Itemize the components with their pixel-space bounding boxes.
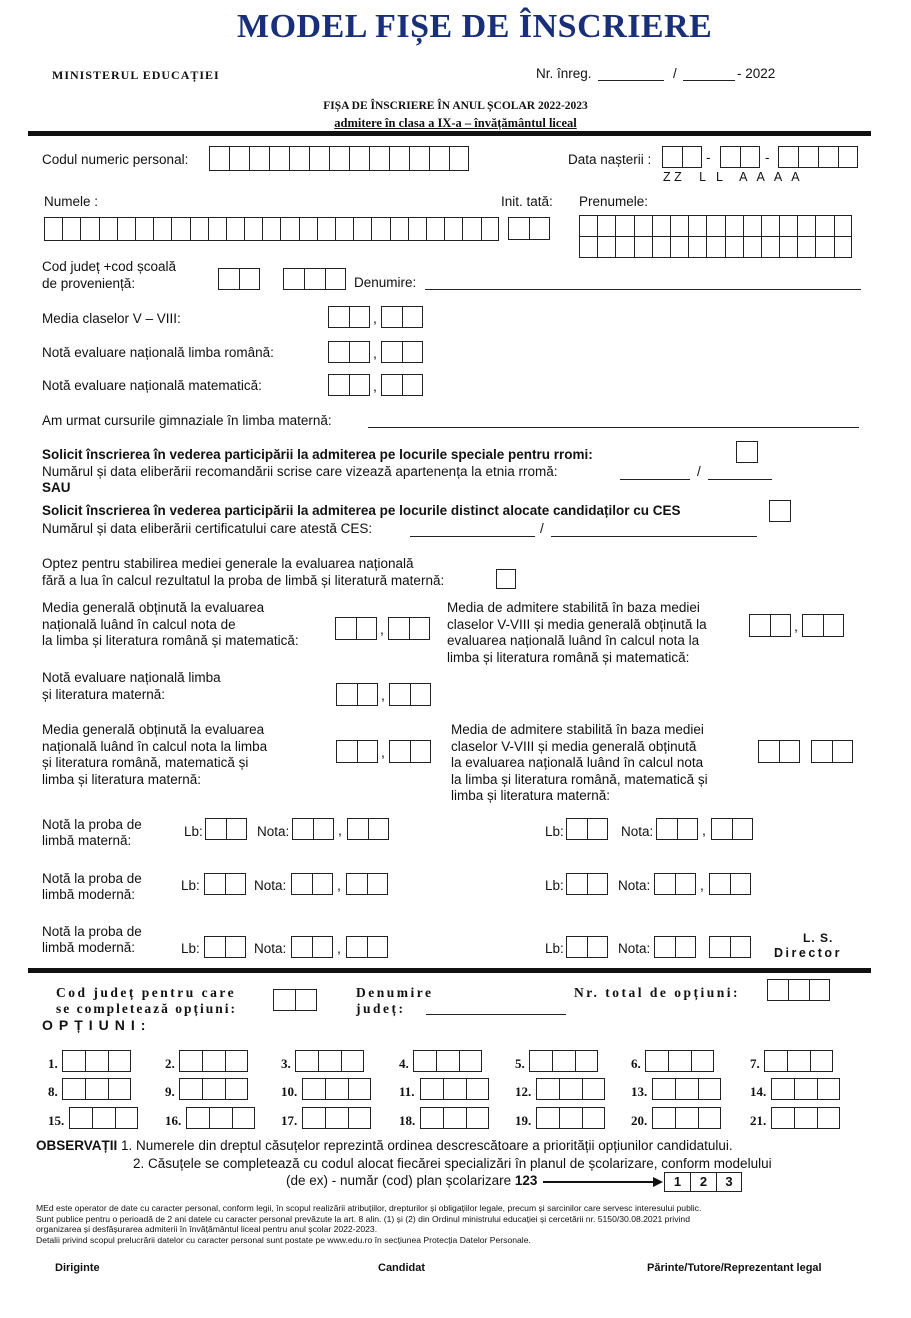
option-code-boxes[interactable]	[420, 1078, 489, 1100]
proba-moderna-a-1-dec[interactable]	[346, 873, 388, 895]
comma: ,	[380, 621, 384, 637]
rromi-recommendation-label: Numărul și data eliberării recomandării scrise care vizează apartenența la etnia rromă:	[42, 464, 558, 479]
option-code-boxes[interactable]	[645, 1050, 714, 1072]
nota-mate-dec[interactable]	[381, 374, 423, 396]
proba-moderna-a-line-2: limbă modernă:	[42, 887, 136, 902]
option-number: 9.	[165, 1084, 175, 1099]
example-boxes	[664, 1172, 742, 1192]
optez-label-2: fără a lua în calcul rezultatul la proba de limbă și literatură maternă:	[42, 573, 445, 588]
optiuni-heading: OPȚIUNI:	[42, 1017, 152, 1033]
ma-materna-line-4: la limba și literatura română, matematică și	[451, 771, 708, 787]
mg-romana-dec[interactable]	[388, 617, 430, 640]
option-number: 1.	[48, 1056, 58, 1071]
county-code-boxes[interactable]	[218, 268, 260, 290]
name-boxes[interactable]	[44, 217, 499, 241]
option-number: 7.	[750, 1056, 760, 1071]
proba-moderna-a-1-int[interactable]	[291, 873, 333, 895]
ces-number-field[interactable]	[410, 536, 535, 537]
option-number: 14.	[750, 1084, 767, 1099]
nota-materna-line-1: Notă evaluare națională limba	[42, 670, 221, 685]
limba-materna-field[interactable]	[368, 427, 859, 428]
nota-romana-dec[interactable]	[381, 341, 423, 363]
mg-romana-line-3: la limba și literatura română și matematică:	[42, 633, 299, 648]
init-tata-label: Init. tată:	[501, 194, 553, 209]
sau-label: SAU	[42, 480, 71, 495]
nota-materna-line-2: și literatura maternă:	[42, 686, 166, 702]
nota-materna-label	[42, 670, 221, 703]
option-code-boxes[interactable]	[771, 1078, 840, 1100]
rromi-number-field[interactable]	[620, 479, 690, 480]
media-v-viii-label: Media claselor V – VIII:	[42, 311, 181, 326]
option-code-boxes[interactable]	[536, 1078, 605, 1100]
example-digit: 2	[690, 1172, 716, 1192]
ls-label: L. S.	[803, 931, 834, 945]
option-code-boxes[interactable]	[652, 1107, 721, 1129]
ma-romana-label	[447, 600, 707, 666]
ma-materna-dec[interactable]	[811, 740, 853, 763]
observatii-1: 1. Numerele din dreptul căsuțelor reprezintă ordinea descrescătoare a priorității opțiunilor candidatului.	[121, 1138, 733, 1153]
proba-moderna-b-1-int[interactable]	[291, 936, 333, 958]
ma-materna-int[interactable]	[758, 740, 800, 763]
lb-label: Lb:	[181, 941, 200, 956]
mg-romana-line-1: Media generală obținută la evaluarea	[42, 600, 265, 615]
option-number: 12.	[515, 1084, 532, 1099]
birth-year-boxes[interactable]	[778, 146, 858, 168]
option-code-boxes[interactable]	[179, 1050, 248, 1072]
ces-certificate-label: Numărul și data eliberării certificatului care atestă CES:	[42, 521, 373, 536]
cnp-boxes[interactable]	[209, 146, 469, 171]
proba-moderna-b-line-2: limbă modernă:	[42, 940, 136, 955]
option-code-boxes[interactable]	[536, 1107, 605, 1129]
school-name-label: Denumire:	[354, 275, 417, 290]
mg-materna-line-4: limba și literatura maternă:	[42, 771, 202, 787]
option-code-boxes[interactable]	[179, 1078, 248, 1100]
comma: ,	[338, 822, 342, 838]
option-number: 15.	[48, 1113, 65, 1128]
rromi-checkbox[interactable]	[736, 441, 758, 463]
denumire-judet-label-2: județ:	[356, 1001, 406, 1016]
ma-materna-label	[451, 722, 708, 805]
option-code-boxes[interactable]	[771, 1107, 840, 1129]
mg-materna-dec[interactable]	[389, 740, 431, 763]
option-number: 20.	[631, 1113, 648, 1128]
cod-judet-label-2: se completează opțiuni:	[56, 1001, 237, 1016]
ministry-label: MINISTERUL EDUCAȚIEI	[52, 68, 220, 82]
prenume-label: Prenumele:	[579, 194, 649, 209]
ma-romana-line-2: claselor V-VIII și media generală obținută la	[447, 616, 707, 632]
option-code-boxes[interactable]	[652, 1078, 721, 1100]
gdpr-line-4: Detalii privind scopul prelucrării datelor cu caracter personal sunt postate pe www.edu.ro în secțiunea Protecția Datelor Personale.	[36, 1234, 531, 1245]
proba-moderna-b-line-1: Notă la proba de	[42, 924, 142, 939]
nota-romana-int[interactable]	[328, 341, 370, 363]
proba-materna-label	[42, 817, 142, 849]
lb-label: Lb:	[181, 878, 200, 893]
ces-slash: /	[540, 521, 544, 536]
proba-materna-line-1: Notă la proba de	[42, 817, 142, 832]
date-inreg-field[interactable]	[683, 80, 735, 81]
proba-moderna-a-line-1: Notă la proba de	[42, 871, 142, 886]
lb-label: Lb:	[545, 824, 564, 839]
ces-request: Solicit înscrierea în vederea participării la admiterea pe locurile distinct alocate candidaților cu CES	[42, 503, 681, 518]
gdpr-line-2: Sunt publice pentru o perioadă de 2 ani datele cu caracter personal prevăzute la art. 8 alin. (1) și (2) din Ordinul ministrului educației și cercetării nr. 5150/30.08.2021 privind	[36, 1213, 690, 1224]
option-number: 2.	[165, 1056, 175, 1071]
option-code-boxes[interactable]	[764, 1050, 833, 1072]
example-digit: 1	[664, 1172, 690, 1192]
option-code-boxes[interactable]	[186, 1107, 255, 1129]
nota-label: Nota:	[618, 941, 651, 956]
option-number: 10.	[281, 1084, 298, 1099]
option-number: 5.	[515, 1056, 525, 1071]
observatii-label: OBSERVAȚII	[36, 1138, 118, 1153]
ma-materna-line-5: limba și literatura maternă:	[451, 788, 611, 803]
option-code-boxes[interactable]	[69, 1107, 138, 1129]
nota-mate-int[interactable]	[328, 374, 370, 396]
school-code-label-2: de proveniență:	[42, 276, 136, 291]
form-subtitle: admitere în clasa a IX-a – învățământul liceal	[334, 116, 577, 130]
proba-materna-2-int[interactable]	[656, 818, 698, 840]
option-code-boxes[interactable]	[413, 1050, 482, 1072]
init-tata-boxes[interactable]	[508, 217, 550, 240]
ma-romana-line-1: Media de admitere stabilită în baza mediei	[447, 600, 700, 615]
nr-inreg-slash: /	[673, 66, 677, 81]
option-number: 8.	[48, 1084, 58, 1099]
nota-mate-label: Notă evaluare națională matematică:	[42, 378, 262, 393]
birth-date-label: Data nașterii :	[568, 152, 652, 167]
option-code-boxes[interactable]	[302, 1078, 371, 1100]
proba-moderna-a-1-lb[interactable]	[204, 873, 246, 895]
proba-moderna-a-label	[42, 871, 142, 903]
comma: ,	[373, 378, 377, 394]
option-number: 4.	[399, 1056, 409, 1071]
top-divider	[28, 131, 871, 136]
mg-materna-label	[42, 722, 267, 788]
lb-label: Lb:	[184, 824, 203, 839]
denumire-judet-label-1: Denumire	[356, 985, 434, 1000]
director-label: Director	[774, 946, 842, 960]
option-number: 19.	[515, 1113, 532, 1128]
comma: ,	[337, 940, 341, 956]
candidat-label: Candidat	[378, 1262, 426, 1274]
ma-materna-line-1: Media de admitere stabilită în baza mediei	[451, 722, 704, 737]
rromi-request: Solicit înscrierea în vederea participării la admiterea pe locurile speciale pentru rromi:	[42, 447, 593, 462]
proba-moderna-a-2-dec[interactable]	[709, 873, 751, 895]
option-number: 18.	[399, 1113, 416, 1128]
comma: ,	[381, 744, 385, 760]
parinte-label: Părinte/Tutore/Reprezentant legal	[647, 1262, 822, 1274]
gdpr-notice	[36, 1203, 701, 1245]
nota-materna-dec[interactable]	[389, 683, 431, 706]
proba-moderna-b-2-dec[interactable]	[709, 936, 751, 958]
school-code-label-1: Cod județ +cod școală	[42, 259, 176, 274]
birth-day-boxes[interactable]	[662, 146, 702, 168]
comma: ,	[373, 345, 377, 361]
mg-materna-line-3: și literatura română, matematică și	[42, 755, 249, 770]
nr-inreg-label: Nr. înreg.	[536, 66, 592, 81]
media-v-viii-int[interactable]	[328, 306, 370, 328]
name-label: Numele :	[44, 194, 99, 209]
nr-total-boxes[interactable]	[767, 979, 830, 1001]
nota-materna-int[interactable]	[336, 683, 378, 706]
option-number: 21.	[750, 1113, 767, 1128]
proba-moderna-b-2-int[interactable]	[654, 936, 696, 958]
limba-materna-label: Am urmat cursurile gimnaziale în limba maternă:	[42, 413, 332, 428]
ma-materna-line-3: la evaluarea națională luând în calcul nota	[451, 755, 704, 770]
ma-materna-line-2: claselor V-VIII și media generală obținută	[451, 738, 697, 754]
option-number: 16.	[165, 1113, 182, 1128]
birth-format-letters: Z Z L L A A A A	[663, 170, 800, 184]
proba-moderna-b-1-lb[interactable]	[204, 936, 246, 958]
diriginte-label: Diriginte	[55, 1262, 100, 1274]
ma-romana-dec[interactable]	[802, 614, 844, 637]
ces-checkbox[interactable]	[769, 500, 791, 522]
gdpr-line-3: organizarea și desfășurarea admiterii în învățământul liceal pentru anul școlar 2022-2023.	[36, 1224, 378, 1234]
prenume-boxes-row-2[interactable]	[579, 236, 852, 258]
optez-checkbox[interactable]	[496, 569, 516, 589]
year-label: - 2022	[737, 66, 776, 81]
proba-materna-1-int[interactable]	[292, 818, 334, 840]
nota-label: Nota:	[254, 941, 287, 956]
nota-romana-label: Notă evaluare națională limba română:	[42, 345, 274, 360]
lb-label: Lb:	[545, 878, 564, 893]
cnp-label: Codul numeric personal:	[42, 152, 189, 167]
observatii-3-text: (de ex) - număr (cod) plan școlarizare	[286, 1173, 512, 1188]
prenume-boxes-row-1[interactable]	[579, 215, 852, 237]
proba-moderna-a-2-int[interactable]	[654, 873, 696, 895]
birth-dash-1: -	[706, 150, 711, 165]
optez-label-1: Optez pentru stabilirea mediei generale la evaluarea națională	[42, 556, 414, 571]
options-divider	[28, 968, 871, 973]
observatii-3	[286, 1173, 537, 1188]
ma-romana-line-4: limba și literatura română și matematică:	[447, 649, 690, 665]
school-code-boxes[interactable]	[283, 268, 346, 290]
birth-month-boxes[interactable]	[720, 146, 760, 168]
comma: ,	[381, 687, 385, 703]
nota-label: Nota:	[254, 878, 287, 893]
option-code-boxes[interactable]	[62, 1078, 131, 1100]
option-code-boxes[interactable]	[295, 1050, 364, 1072]
option-number: 13.	[631, 1084, 648, 1099]
lb-label: Lb:	[545, 941, 564, 956]
option-code-boxes[interactable]	[420, 1107, 489, 1129]
proba-moderna-a-2-lb[interactable]	[566, 873, 608, 895]
comma: ,	[337, 877, 341, 893]
option-number: 17.	[281, 1113, 298, 1128]
observatii-2: 2. Căsuțele se completează cu codul alocat fiecărei specializări în planul de școlarizare, conform modelului	[133, 1156, 772, 1171]
mg-romana-label	[42, 600, 299, 650]
nota-label: Nota:	[257, 824, 290, 839]
nr-inreg-field[interactable]	[598, 80, 664, 81]
example-digit: 3	[716, 1172, 742, 1192]
media-v-viii-dec[interactable]	[381, 306, 423, 328]
ma-romana-int[interactable]	[749, 614, 791, 637]
option-code-boxes[interactable]	[302, 1107, 371, 1129]
option-number: 3.	[281, 1056, 291, 1071]
comma: ,	[794, 618, 798, 634]
mg-romana-line-2: națională luând în calcul nota de	[42, 616, 236, 632]
observatii-row-1	[36, 1138, 733, 1153]
cod-judet-boxes[interactable]	[273, 989, 317, 1011]
cod-judet-label-1: Cod județ pentru care	[56, 985, 237, 1000]
comma: ,	[700, 877, 704, 893]
birth-dash-2: -	[765, 150, 770, 165]
proba-materna-2-dec[interactable]	[711, 818, 753, 840]
nota-label: Nota:	[618, 878, 651, 893]
denumire-judet-field[interactable]	[426, 1014, 566, 1015]
example-code: 123	[514, 1173, 538, 1188]
option-number: 6.	[631, 1056, 641, 1071]
option-code-boxes[interactable]	[62, 1050, 131, 1072]
nota-label: Nota:	[621, 824, 654, 839]
proba-materna-2-lb[interactable]	[566, 818, 608, 840]
gdpr-line-1: MEd este operator de date cu caracter personal, conform legii, în scopul realizării atribuțiilor, drepturilor și obligațiilor legale, precum și sarcinilor care servesc interesului public.	[36, 1203, 702, 1213]
mg-romana-int[interactable]	[335, 617, 377, 640]
mg-materna-line-1: Media generală obținută la evaluarea	[42, 722, 265, 737]
proba-materna-1-lb[interactable]	[205, 818, 247, 840]
option-number: 11.	[399, 1084, 415, 1099]
proba-moderna-b-label	[42, 924, 142, 956]
comma: ,	[373, 310, 377, 326]
proba-materna-1-dec[interactable]	[347, 818, 389, 840]
ma-romana-line-3: evaluarea națională luând în calcul nota la	[447, 633, 700, 648]
school-name-field[interactable]	[425, 289, 861, 290]
form-title: FIȘA DE ÎNSCRIERE ÎN ANUL ȘCOLAR 2022-2023	[323, 100, 588, 112]
proba-moderna-b-2-lb[interactable]	[566, 936, 608, 958]
rromi-slash: /	[697, 464, 701, 479]
page-title: MODEL FIȘE DE ÎNSCRIERE	[237, 8, 713, 45]
comma: ,	[702, 822, 706, 838]
mg-materna-int[interactable]	[336, 740, 378, 763]
arrow-right-icon	[543, 1176, 663, 1188]
mg-materna-line-2: națională luând în calcul nota la limba	[42, 738, 268, 754]
proba-materna-line-2: limbă maternă:	[42, 833, 132, 848]
nr-total-label: Nr. total de opțiuni:	[574, 985, 741, 1000]
rromi-date-field[interactable]	[708, 479, 772, 480]
option-code-boxes[interactable]	[529, 1050, 598, 1072]
proba-moderna-b-1-dec[interactable]	[346, 936, 388, 958]
ces-date-field[interactable]	[551, 536, 757, 537]
